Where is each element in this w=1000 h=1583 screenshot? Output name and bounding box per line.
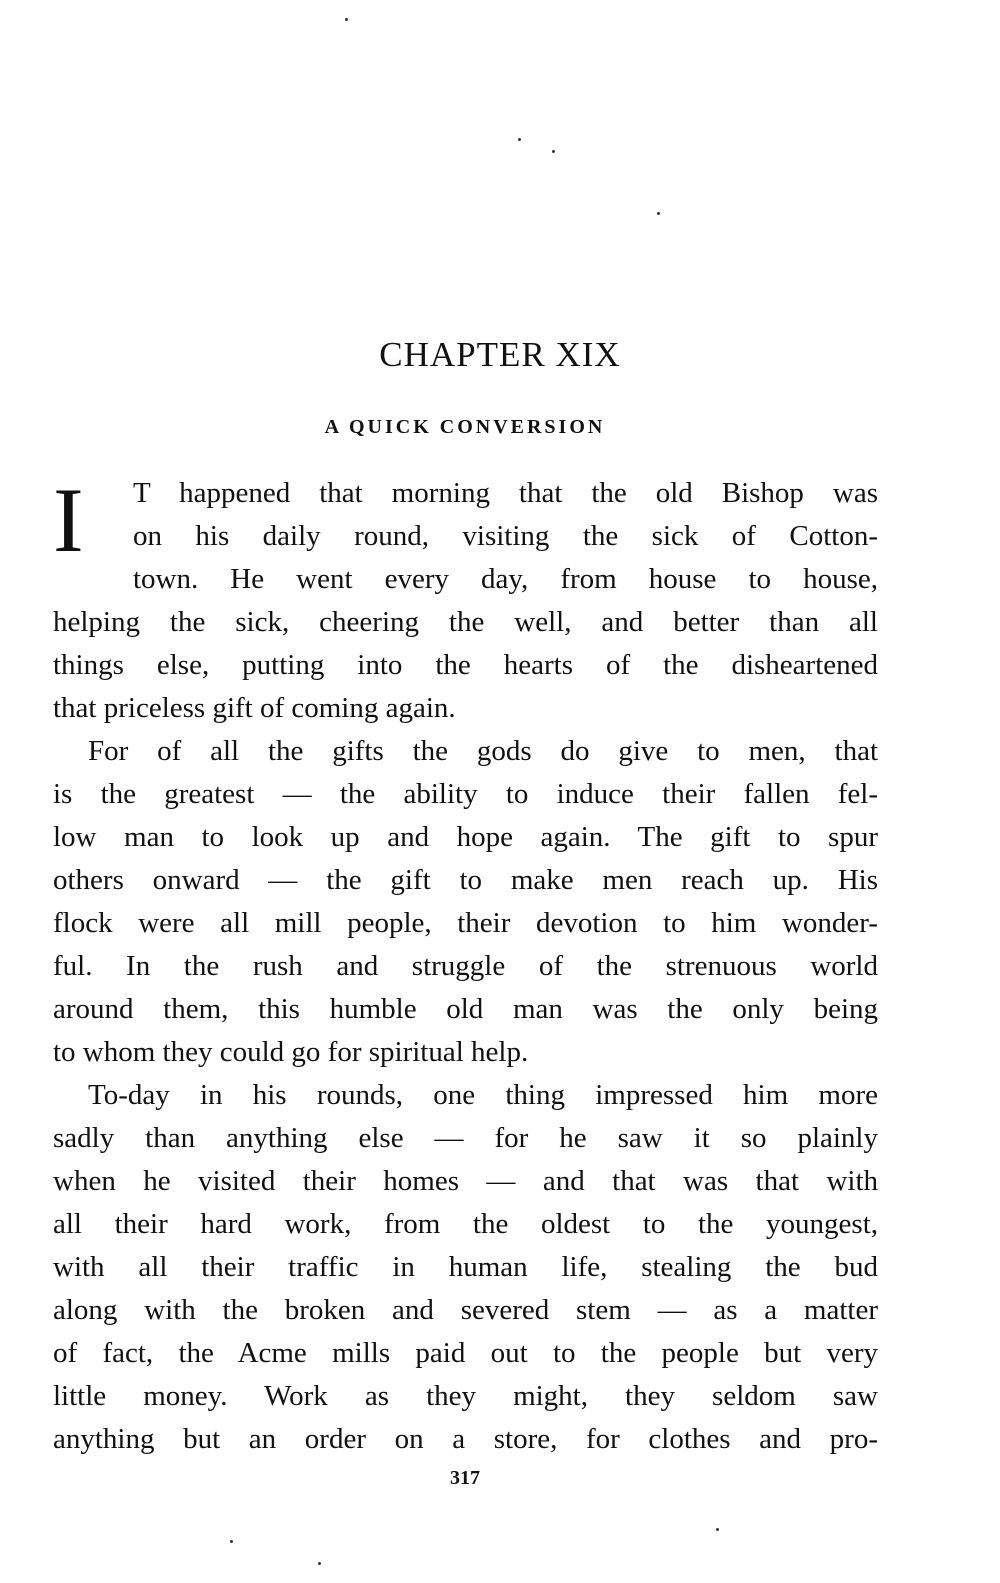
text-line: low man to look up and hope again. The gift to spur	[53, 821, 878, 853]
text-line: that priceless gift of coming again.	[53, 692, 456, 724]
chapter-title: CHAPTER XIX	[379, 335, 621, 374]
page-number: 317	[450, 1467, 480, 1489]
text-line: anything but an order on a store, for clothes and pro-	[53, 1423, 878, 1455]
text-line: when he visited their homes — and that was that with	[53, 1165, 878, 1197]
text-line: little money. Work as they might, they seldom saw	[53, 1380, 878, 1412]
text-line: T happened that morning that the old Bishop was	[133, 477, 878, 509]
text-line: to whom they could go for spiritual help.	[53, 1036, 529, 1068]
text-line: others onward — the gift to make men reach up. His	[53, 864, 878, 896]
scan-speck	[552, 150, 555, 153]
scan-speck	[318, 1562, 321, 1565]
text-line: all their hard work, from the oldest to the youngest,	[53, 1208, 878, 1240]
scan-speck	[518, 138, 521, 141]
text-line: of fact, the Acme mills paid out to the people but very	[53, 1337, 878, 1369]
text-line: things else, putting into the hearts of the disheartened	[53, 649, 878, 681]
text-line: To-day in his rounds, one thing impressed him more	[88, 1079, 878, 1111]
scan-speck	[657, 212, 660, 215]
text-line: along with the broken and severed stem — as a matter	[53, 1294, 878, 1326]
scan-speck	[230, 1540, 233, 1543]
body-text	[53, 472, 878, 1461]
text-line: flock were all mill people, their devotion to him wonder-	[53, 907, 878, 939]
text-line: is the greatest — the ability to induce their fallen fel-	[53, 778, 878, 810]
chapter-subtitle: A QUICK CONVERSION	[324, 416, 606, 438]
drop-cap: I	[53, 478, 84, 564]
text-line: sadly than anything else — for he saw it so plainly	[53, 1122, 878, 1154]
text-line: helping the sick, cheering the well, and better than all	[53, 606, 878, 638]
scan-speck	[345, 18, 348, 21]
scan-speck	[716, 1528, 719, 1531]
text-line: on his daily round, visiting the sick of Cotton-	[133, 520, 878, 552]
text-line: around them, this humble old man was the only being	[53, 993, 878, 1025]
text-line: For of all the gifts the gods do give to men, that	[88, 735, 878, 767]
text-line: with all their traffic in human life, stealing the bud	[53, 1251, 878, 1283]
text-line: town. He went every day, from house to house,	[133, 563, 878, 595]
text-line: ful. In the rush and struggle of the strenuous world	[53, 950, 878, 982]
